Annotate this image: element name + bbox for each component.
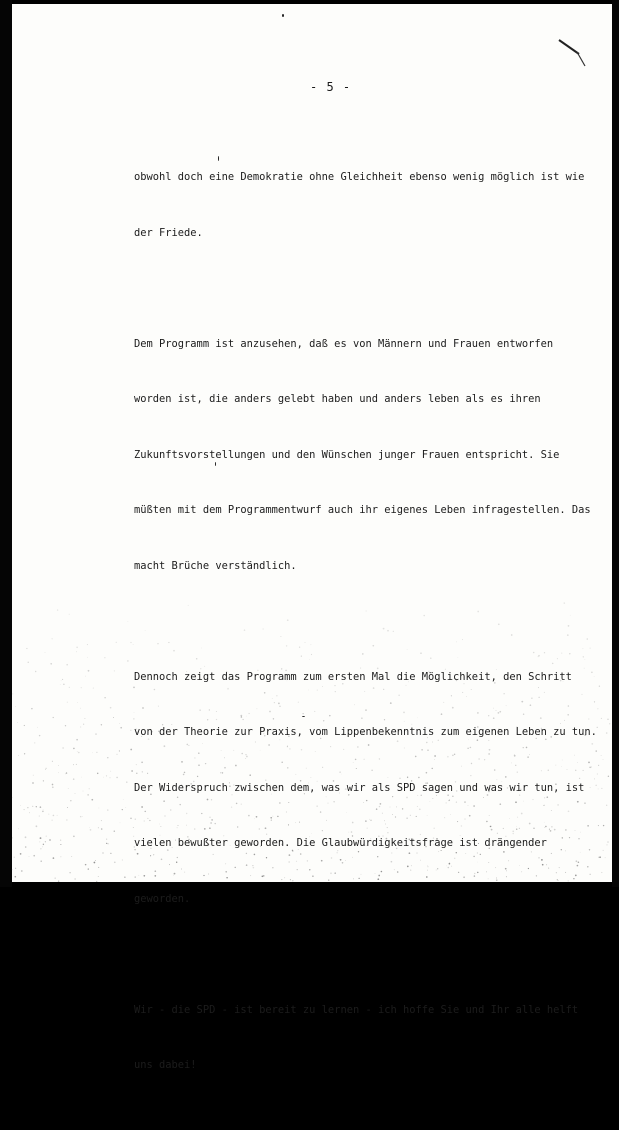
noise-dot [574, 755, 575, 756]
text-line: von der Theorie zur Praxis, vom Lippenbekenntnis zum eigenen Leben zu tun. [134, 726, 597, 738]
noise-dot [43, 780, 44, 781]
scan-border-right [612, 0, 619, 887]
noise-dot [122, 809, 123, 810]
noise-dot [12, 693, 13, 694]
noise-dot [66, 664, 68, 666]
noise-dot [20, 805, 21, 806]
paragraph-4 [134, 964, 579, 1112]
noise-dot [98, 867, 99, 868]
noise-dot [49, 839, 51, 841]
noise-dot [92, 752, 93, 753]
noise-dot [590, 874, 591, 875]
noise-dot [58, 772, 59, 773]
noise-dot [603, 850, 604, 851]
noise-dot [84, 718, 85, 719]
noise-dot [95, 733, 96, 734]
noise-dot [55, 878, 56, 879]
page-number: - 5 - [310, 80, 352, 94]
noise-dot [36, 806, 37, 807]
noise-dot [594, 701, 595, 702]
noise-dot [12, 837, 13, 838]
noise-dot [596, 750, 597, 751]
noise-dot [591, 743, 593, 745]
noise-dot [75, 793, 76, 794]
noise-dot [73, 764, 74, 765]
noise-dot [18, 755, 19, 756]
noise-dot [591, 766, 592, 767]
noise-dot [29, 812, 30, 813]
noise-dot [58, 880, 59, 881]
noise-dot [128, 621, 129, 622]
noise-dot [40, 860, 41, 861]
paragraph-2 [134, 298, 591, 613]
scan-speck [215, 462, 216, 466]
noise-dot [596, 785, 597, 786]
noise-dot [594, 676, 595, 677]
noise-dot [584, 802, 585, 803]
noise-dot [583, 656, 584, 657]
noise-dot [83, 791, 84, 792]
paragraph-3 [134, 631, 597, 946]
noise-dot [598, 825, 599, 826]
noise-dot [40, 806, 42, 808]
noise-dot [52, 820, 53, 821]
noise-dot [27, 807, 28, 808]
noise-dot [114, 861, 116, 863]
noise-dot [81, 777, 82, 778]
noise-dot [113, 717, 114, 718]
noise-dot [14, 857, 15, 858]
noise-dot [52, 761, 53, 762]
noise-dot [70, 800, 71, 801]
noise-dot [39, 735, 40, 736]
noise-dot [91, 799, 93, 801]
noise-dot [80, 816, 82, 818]
text-line: macht Brüche verständlich. [134, 559, 297, 572]
noise-dot [40, 837, 42, 839]
noise-dot [53, 815, 55, 817]
noise-dot [49, 814, 50, 815]
noise-dot [17, 722, 18, 723]
noise-dot [578, 862, 580, 864]
noise-dot [98, 827, 99, 828]
noise-dot [575, 875, 577, 877]
noise-dot [588, 762, 590, 764]
noise-dot [77, 702, 78, 703]
scan-border-left [0, 0, 12, 887]
noise-dot [589, 849, 590, 850]
noise-dot [590, 787, 591, 788]
noise-dot [102, 852, 103, 853]
noise-dot [120, 823, 121, 824]
text-line: uns dabei! [134, 1059, 197, 1071]
noise-dot [69, 687, 70, 688]
noise-dot [85, 676, 86, 677]
noise-dot [83, 724, 84, 725]
noise-dot [34, 742, 35, 743]
noise-dot [15, 876, 17, 878]
noise-dot [67, 702, 68, 703]
noise-dot [588, 718, 589, 719]
noise-dot [42, 811, 44, 813]
noise-dot [99, 808, 100, 809]
noise-dot [67, 807, 68, 808]
noise-dot [69, 872, 70, 873]
noise-dot [18, 828, 19, 829]
noise-dot [114, 830, 115, 831]
noise-dot [598, 857, 599, 858]
noise-dot [124, 877, 125, 878]
noise-dot [106, 775, 107, 776]
noise-dot [63, 684, 64, 685]
noise-dot [88, 670, 90, 672]
staple-mark-icon [557, 36, 597, 76]
noise-dot [81, 687, 82, 688]
noise-dot [597, 708, 598, 709]
noise-dot [583, 648, 584, 649]
noise-dot [53, 717, 54, 718]
noise-dot [46, 836, 47, 837]
noise-dot [125, 807, 126, 808]
noise-dot [577, 865, 579, 867]
noise-dot [575, 770, 576, 771]
noise-dot [39, 816, 40, 817]
noise-dot [76, 646, 78, 648]
noise-dot [101, 828, 103, 830]
noise-dot [45, 841, 46, 842]
noise-dot [80, 708, 81, 709]
noise-dot [78, 752, 80, 754]
noise-dot [584, 668, 585, 669]
noise-dot [95, 860, 96, 861]
noise-dot [131, 770, 133, 772]
noise-dot [119, 723, 120, 724]
noise-dot [580, 852, 581, 853]
noise-dot [587, 638, 589, 640]
scan-speck [218, 156, 219, 161]
text-line: Der Widerspruch zwischen dem, was wir als SPD sagen und was wir tun, ist [134, 781, 585, 794]
noise-dot [24, 809, 25, 810]
noise-dot [101, 724, 102, 725]
noise-dot [12, 797, 13, 798]
noise-dot [42, 846, 43, 847]
noise-dot [73, 748, 75, 750]
scan-speck [282, 14, 284, 17]
noise-dot [90, 829, 92, 831]
paragraph-1 [134, 131, 585, 279]
noise-dot [68, 788, 69, 789]
noise-dot [93, 688, 94, 689]
noise-dot [104, 657, 105, 658]
noise-dot [20, 853, 22, 855]
noise-dot [52, 638, 53, 639]
noise-dot [601, 872, 602, 873]
noise-dot [589, 767, 590, 768]
noise-dot [60, 840, 61, 841]
noise-dot [43, 809, 44, 810]
noise-dot [583, 770, 584, 771]
noise-dot [603, 759, 604, 760]
noise-dot [607, 719, 608, 720]
noise-dot [97, 773, 98, 774]
noise-dot [89, 827, 90, 828]
noise-dot [76, 739, 78, 741]
noise-dot [130, 749, 132, 751]
noise-dot [106, 839, 107, 840]
noise-dot [89, 788, 90, 789]
noise-dot [80, 726, 81, 727]
noise-dot [107, 757, 108, 758]
noise-dot [591, 672, 593, 674]
noise-dot [603, 825, 604, 826]
noise-dot [607, 841, 609, 843]
noise-dot [60, 684, 61, 685]
noise-dot [594, 778, 595, 779]
noise-dot [53, 857, 55, 859]
noise-dot [107, 843, 109, 845]
noise-dot [45, 769, 46, 770]
noise-dot [119, 750, 120, 751]
document-page [12, 4, 612, 1071]
noise-dot [606, 805, 607, 806]
noise-dot [120, 727, 122, 729]
noise-dot [45, 768, 46, 769]
noise-dot [585, 659, 586, 660]
noise-dot [582, 694, 583, 695]
noise-dot [87, 644, 88, 645]
scan-speck [302, 716, 305, 717]
noise-dot [77, 751, 78, 752]
noise-dot [601, 755, 602, 756]
noise-dot [598, 765, 599, 766]
noise-dot [60, 856, 61, 857]
noise-dot [58, 765, 59, 766]
noise-dot [587, 866, 589, 868]
noise-dot [608, 776, 609, 777]
noise-dot [52, 784, 54, 786]
noise-dot [116, 754, 117, 755]
noise-dot [33, 855, 35, 857]
noise-dot [25, 846, 27, 848]
noise-dot [74, 878, 75, 879]
noise-dot [578, 838, 579, 839]
noise-dot [598, 788, 599, 789]
noise-dot [12, 869, 13, 870]
noise-dot [575, 830, 576, 831]
noise-dot [73, 778, 75, 780]
text-line: Dennoch zeigt das Programm zum ersten Mal die Möglichkeit, den Schritt [134, 670, 572, 683]
noise-dot [62, 679, 63, 680]
noise-dot [24, 753, 25, 754]
noise-dot [580, 832, 581, 833]
noise-dot [587, 825, 588, 826]
noise-dot [31, 708, 33, 710]
text-line: vielen bewußter geworden. Die Glaubwürdigkeitsfrage ist drängender [134, 837, 547, 849]
noise-dot [32, 782, 34, 784]
text-line: der Friede. [134, 226, 203, 239]
noise-dot [26, 648, 27, 649]
noise-dot [130, 730, 131, 731]
noise-dot [69, 614, 70, 615]
noise-dot [32, 806, 33, 807]
noise-dot [21, 870, 23, 872]
noise-dot [130, 817, 132, 819]
noise-dot [110, 853, 111, 854]
noise-dot [82, 816, 83, 817]
noise-dot [60, 844, 61, 845]
noise-dot [45, 652, 46, 653]
noise-dot [605, 857, 606, 858]
noise-dot [103, 777, 104, 778]
noise-dot [33, 775, 34, 776]
noise-dot [609, 723, 610, 724]
noise-dot [66, 819, 67, 820]
noise-dot [101, 820, 102, 821]
noise-dot [579, 778, 580, 779]
noise-dot [57, 609, 58, 610]
noise-dot [29, 856, 30, 857]
noise-dot [37, 727, 38, 728]
noise-dot [116, 642, 117, 643]
noise-dot [606, 732, 608, 734]
noise-dot [36, 825, 38, 827]
noise-dot [57, 815, 58, 816]
noise-dot [61, 680, 62, 681]
noise-dot [106, 843, 107, 844]
noise-dot [73, 836, 75, 838]
letter-body [134, 131, 597, 1130]
text-line: Wir - die SPD - ist bereit zu lernen - ich hoffe Sie und Ihr alle helft [134, 1003, 579, 1016]
noise-dot [87, 657, 88, 658]
noise-dot [96, 881, 97, 882]
noise-dot [116, 777, 117, 778]
noise-dot [107, 809, 108, 810]
noise-dot [599, 856, 601, 858]
noise-dot [65, 725, 66, 726]
noise-dot [88, 868, 89, 869]
text-line: worden ist, die anders gelebt haben und anders leben als es ihren [134, 393, 541, 405]
noise-dot [62, 747, 63, 748]
noise-dot [130, 642, 131, 643]
noise-dot [601, 718, 602, 719]
noise-dot [114, 670, 115, 671]
noise-dot [87, 794, 88, 795]
noise-dot [40, 848, 41, 849]
text-line: obwohl doch eine Demokratie ohne Gleichheit ebenso wenig möglich ist wie [134, 171, 585, 183]
noise-dot [24, 725, 25, 726]
noise-dot [15, 706, 16, 707]
noise-dot [28, 662, 29, 663]
noise-dot [597, 773, 598, 774]
noise-dot [606, 844, 607, 845]
noise-dot [110, 771, 111, 772]
noise-dot [85, 864, 87, 866]
text-line: geworden. [134, 892, 191, 905]
noise-dot [15, 868, 16, 869]
noise-dot [35, 671, 36, 672]
noise-dot [601, 788, 602, 789]
text-line: müßten mit dem Programmentwurf auch ihr eigenes Leben infragestellen. Das [134, 504, 591, 516]
noise-dot [25, 836, 27, 838]
noise-dot [126, 781, 127, 782]
noise-dot [50, 663, 52, 665]
noise-dot [52, 786, 54, 788]
noise-dot [576, 860, 578, 862]
noise-dot [66, 772, 67, 773]
text-line: Zukunftsvorstellungen und den Wünschen junger Frauen entspricht. Sie [134, 448, 560, 461]
noise-dot [65, 774, 66, 775]
noise-dot [94, 862, 96, 864]
noise-dot [96, 752, 97, 753]
noise-dot [599, 686, 600, 687]
noise-dot [76, 764, 77, 765]
noise-dot [43, 844, 44, 845]
noise-dot [127, 660, 128, 661]
noise-dot [71, 856, 72, 857]
noise-dot [110, 707, 112, 709]
noise-dot [123, 799, 124, 800]
noise-dot [577, 762, 578, 763]
noise-dot [590, 648, 591, 649]
noise-dot [122, 860, 123, 861]
text-line: Dem Programm ist anzusehen, daß es von Männern und Frauen entworfen [134, 337, 554, 350]
noise-dot [104, 697, 105, 698]
noise-dot [109, 777, 110, 778]
noise-dot [98, 876, 99, 877]
noise-dot [39, 841, 40, 842]
noise-dot [76, 651, 77, 652]
noise-dot [577, 801, 579, 803]
